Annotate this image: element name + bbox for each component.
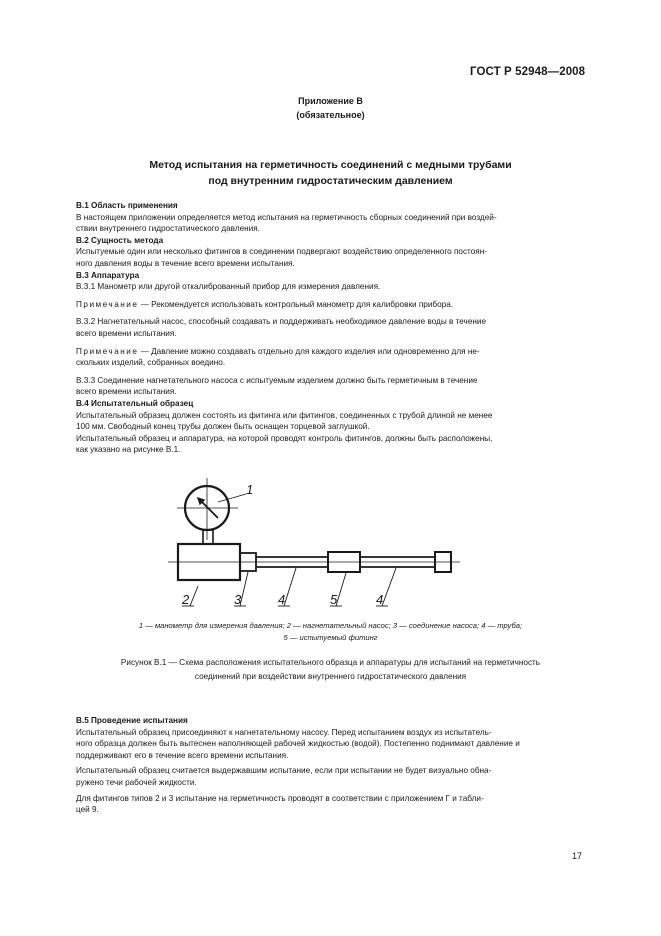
method-title — [0, 157, 661, 189]
b2-heading: В.2 Сущность метода — [76, 235, 164, 245]
label-4a: 4 — [278, 592, 286, 607]
appendix-status: (обязательное) — [296, 110, 365, 120]
method-title-line2: под внутренним гидростатическим давлением — [208, 175, 453, 187]
b2-text-2: ного давления воды в течение всего времени испытания. — [76, 258, 295, 268]
label-1: 1 — [246, 482, 254, 497]
label-2: 2 — [182, 592, 190, 607]
note1 — [76, 299, 582, 311]
b5-heading: В.5 Проведение испытания — [76, 716, 188, 725]
b4-text-3: Испытательный образец и аппаратура, на которой проводят контроль фитингов, должны быть расположены, — [76, 433, 493, 443]
label-5: 5 — [330, 592, 338, 607]
b5-p2-2: ружено течи рабочей жидкости. — [76, 777, 197, 787]
standard-header: ГОСТ Р 52948—2008 — [470, 66, 586, 78]
b4-text-2: 100 мм. Свободный конец трубы должен быть оснащен торцевой заглушкой. — [76, 422, 370, 432]
note1-label: Примечание — [76, 299, 139, 309]
caption-line1: Рисунок В.1 — Схема расположения испытательного образца и аппаратуры для испытаний на герметичность — [120, 658, 541, 667]
label-3: 3 — [234, 592, 242, 607]
b4-heading: В.4 Испытательный образец — [76, 398, 194, 408]
b31-text: В.3.1 Манометр или другой откалиброванный прибор для измерения давления. — [76, 282, 381, 292]
b5-p1-3: поддерживают его в течение всего времени испытания. — [76, 750, 289, 760]
b32-text-1: В.3.2 Нагнетательный насос, способный создавать и поддерживать необходимое давление воды в течение — [76, 317, 487, 327]
note2-label: Примечание — [76, 346, 139, 356]
legend-line1: 1 — манометр для измерения давления; 2 — нагнетательный насос; 3 — соединение насоса; 4 — труба; — [138, 621, 523, 630]
caption-line2: соединений при воздействии внутреннего гидростатического давления — [194, 672, 467, 681]
appendix-title: Приложение В — [298, 96, 363, 106]
b5-p1-1: Испытательный образец присоединяют к нагнетательному насосу. Перед испытанием воздух из испытатель- — [76, 727, 492, 737]
appendix-heading — [0, 94, 661, 122]
b33-text-1: В.3.3 Соединение нагнетательного насоса с испытуемым изделием должно быть герметичным в течение — [76, 375, 478, 385]
method-title-line1: Метод испытания на герметичность соединений с медными трубами — [149, 159, 512, 171]
figure-legend — [0, 620, 661, 644]
note2-text-1: — Давление можно создавать отдельно для каждого изделия или одновременно для не- — [140, 346, 480, 356]
note1-text: — Рекомендуется использовать контрольный манометр для калибровки прибора. — [140, 299, 454, 309]
page-number: 17 — [572, 851, 583, 861]
note2-text-2: скольких изделий, собранных воедино. — [76, 358, 226, 368]
label-4b: 4 — [376, 592, 384, 607]
b2-text-1: Испытуемые один или несколько фитингов в соединении подвергают воздействию определенного постоян- — [76, 247, 487, 257]
figure-caption — [0, 656, 661, 684]
b5-p2-1: Испытательный образец считается выдержавшим испытание, если при испытании не будет визуально обна- — [76, 766, 492, 776]
sections-block — [76, 200, 582, 456]
figure-diagram — [160, 478, 470, 610]
section-b5 — [76, 715, 582, 816]
b3-heading: В.3 Аппаратура — [76, 270, 140, 280]
note2 — [76, 346, 582, 358]
b32-text-2: всего времени испытания. — [76, 328, 177, 338]
b1-text-1: В настоящем приложении определяется метод испытания на герметичность сборных соединений при воздей- — [76, 212, 497, 222]
b5-p3-1: Для фитингов типов 2 и 3 испытание на герметичность проводят в соответствии с приложением Г и табли- — [76, 793, 484, 803]
legend-line2: 5 — испытуемый фитинг — [283, 633, 378, 642]
b5-p1-2: ного образца должен быть вытеснен наполняющей рабочей жидкостью (водой). Постепенно поднимают давление и — [76, 739, 520, 749]
b4-text-1: Испытательный образец должен состоять из фитинга или фитингов, соединенных с трубой длиной не менее — [76, 410, 493, 420]
b1-text-2: ствии внутреннего гидростатического давления. — [76, 224, 260, 234]
b4-text-4: как указано на рисунке В.1. — [76, 445, 181, 455]
b1-heading: В.1 Область применения — [76, 201, 178, 210]
b5-p3-2: цей 9. — [76, 805, 99, 815]
b33-text-2: всего времени испытания. — [76, 387, 177, 397]
